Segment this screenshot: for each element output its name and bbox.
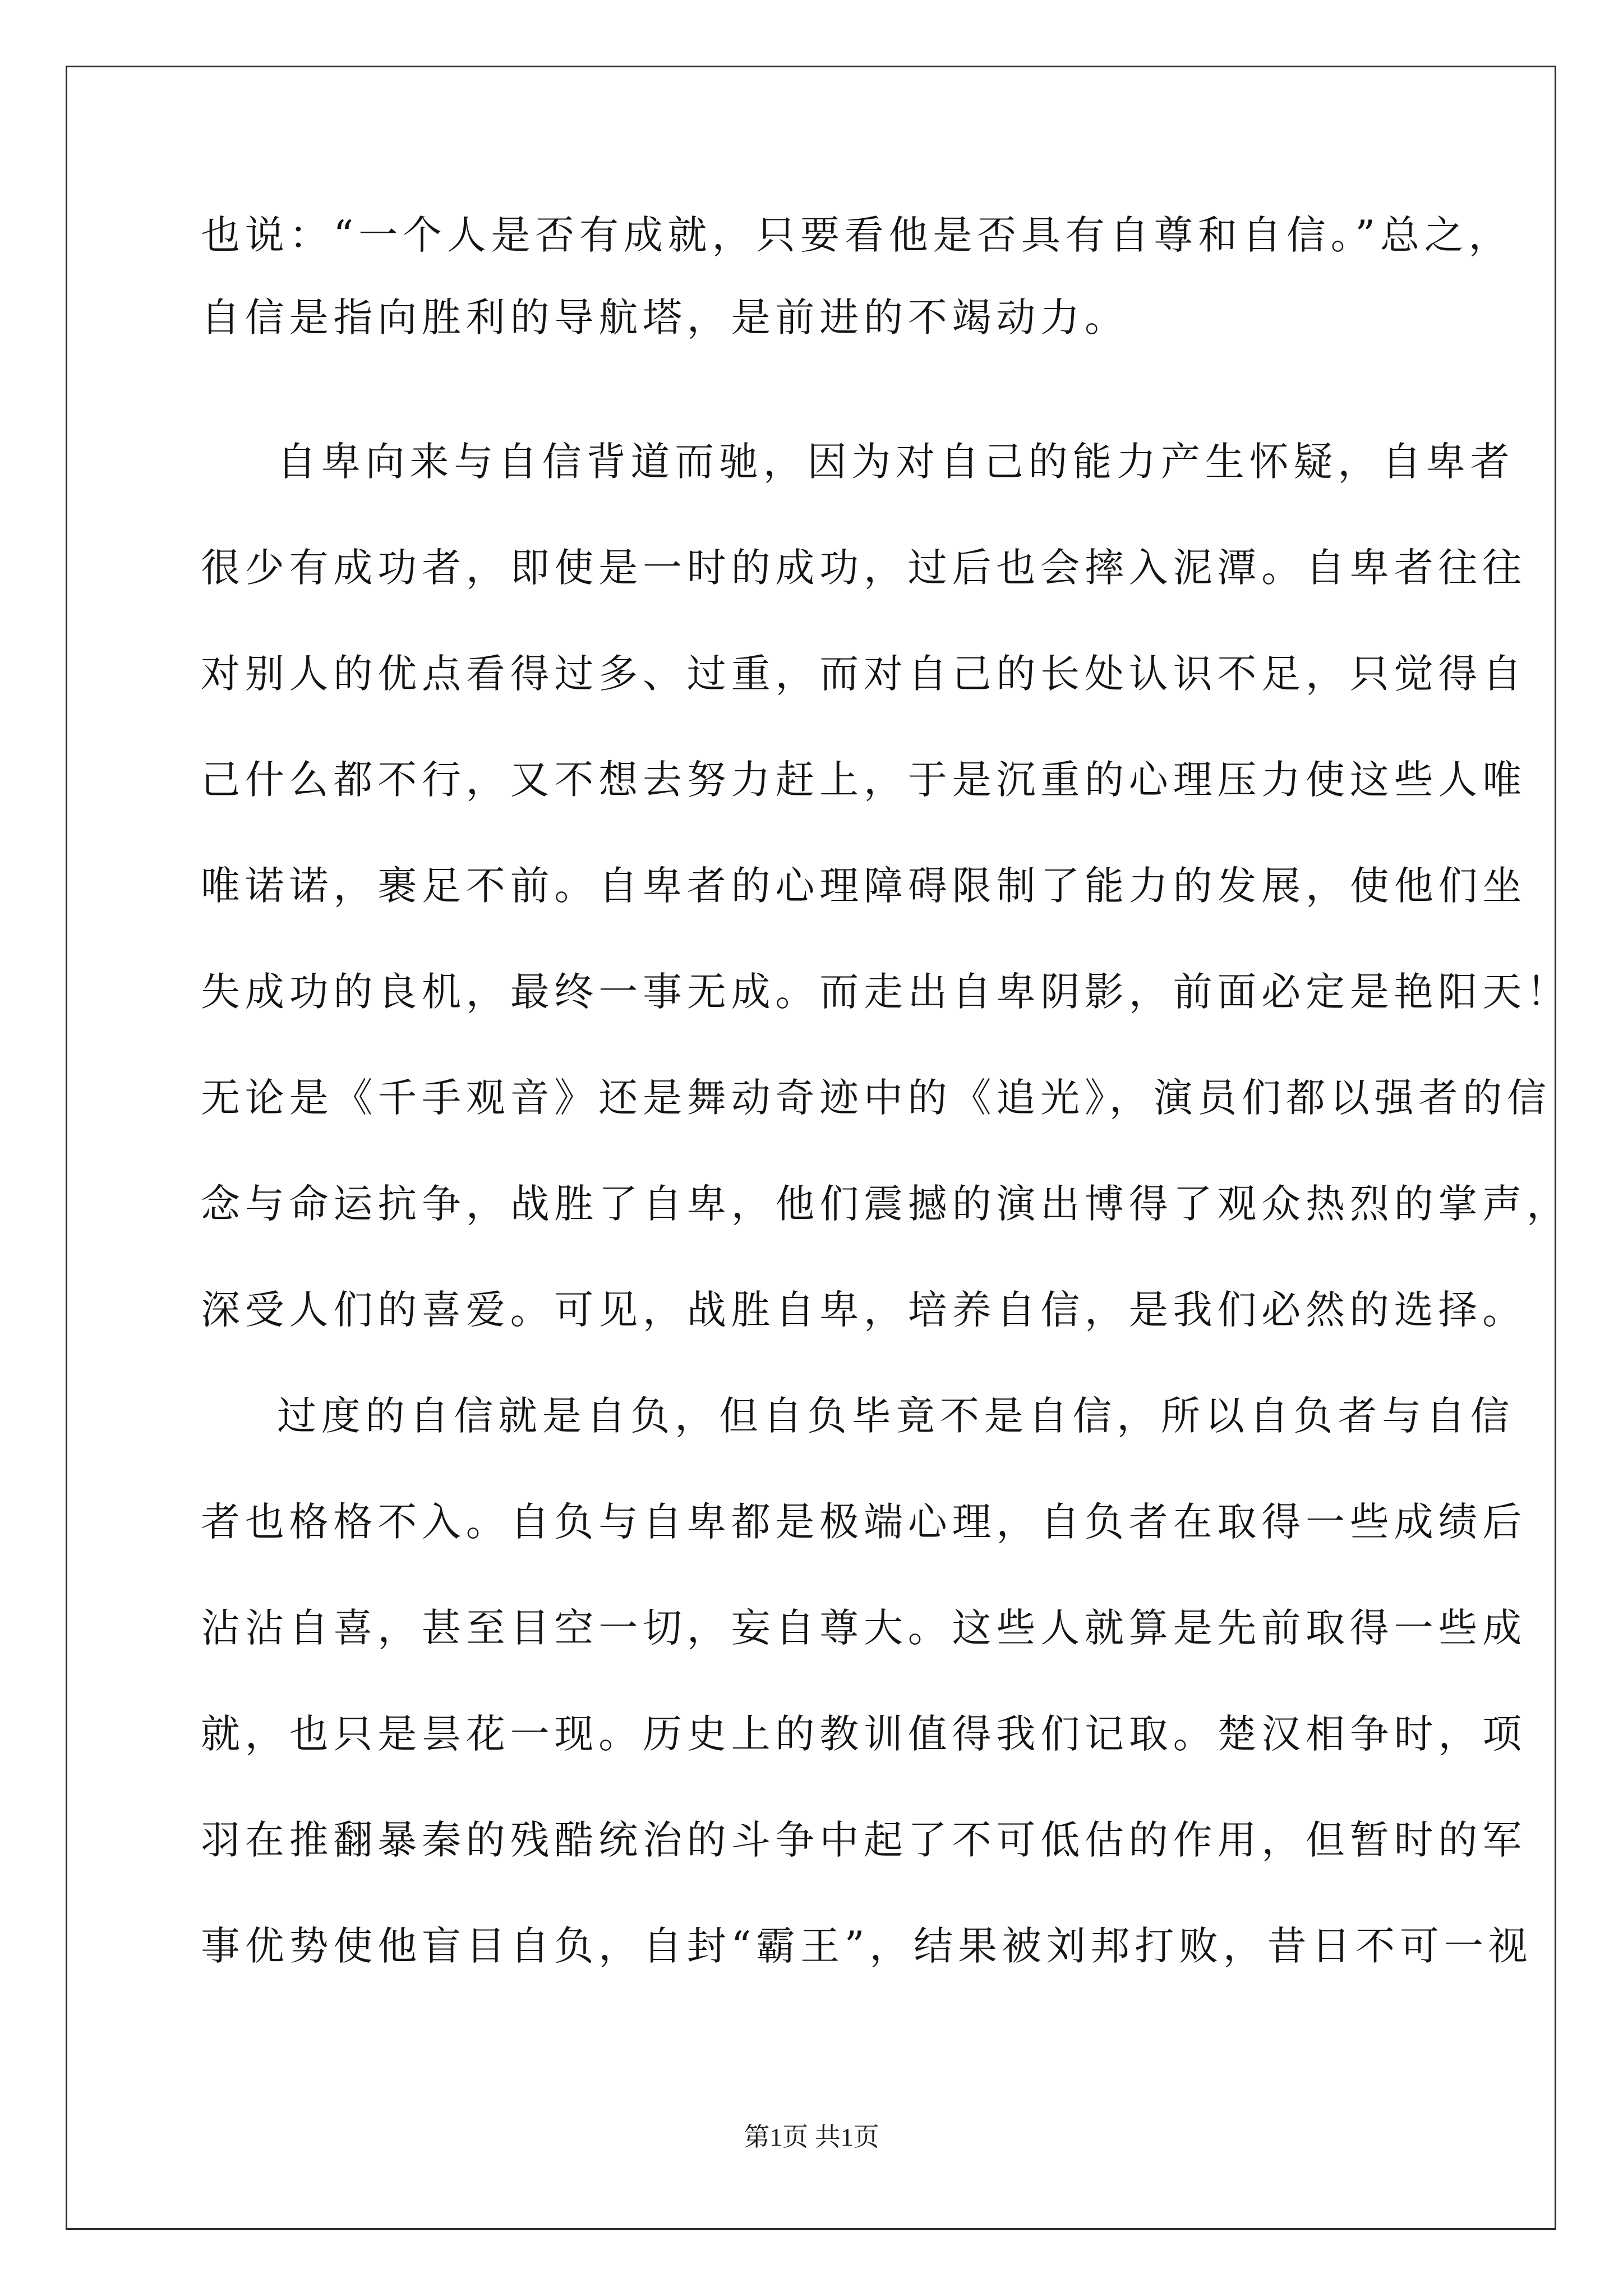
- text-line: 自信是指向胜利的导航塔，是前进的不竭动力。: [201, 295, 1129, 341]
- text-line: 对别人的优点看得过多、过重，而对自己的长处认识不足，只觉得自: [201, 651, 1527, 697]
- text-line: 也说：“一个人是否有成就，只要看他是否具有自尊和自信。”总之，: [201, 212, 1513, 258]
- page-border: [66, 66, 1556, 2230]
- paragraph-start-line: 过度的自信就是自负，但自负毕竟不是自信，所以自负者与自信: [277, 1393, 1515, 1439]
- text-line: 羽在推翻暴秦的残酷统治的斗争中起了不可低估的作用，但暂时的军: [201, 1817, 1527, 1863]
- text-line: 事优势使他盲目自负，自封“霸王”，结果被刘邦打败，昔日不可一视: [201, 1923, 1533, 1969]
- text-line: 唯诺诺，裹足不前。自卑者的心理障碍限制了能力的发展，使他们坐: [201, 863, 1527, 909]
- text-line: 沾沾自喜，甚至目空一切，妄自尊大。这些人就算是先前取得一些成: [201, 1605, 1527, 1651]
- text-line: 念与命运抗争，战胜了自卑，他们震撼的演出博得了观众热烈的掌声，: [201, 1181, 1571, 1227]
- text-line: 就，也只是昙花一现。历史上的教训值得我们记取。楚汉相争时，项: [201, 1711, 1527, 1757]
- text-line: 者也格格不入。自负与自卑都是极端心理，自负者在取得一些成绩后: [201, 1499, 1527, 1545]
- text-line: 深受人们的喜爱。可见，战胜自卑，培养自信，是我们必然的选择。: [201, 1287, 1527, 1333]
- text-line: 无论是《千手观音》还是舞动奇迹中的《追光》，演员们都以强者的信: [201, 1075, 1551, 1121]
- text-line: 很少有成功者，即使是一时的成功，过后也会摔入泥潭。自卑者往往: [201, 545, 1527, 591]
- page-number-footer: 第1页 共1页: [744, 2123, 879, 2151]
- text-line: 失成功的良机，最终一事无成。而走出自卑阴影，前面必定是艳阳天！: [201, 969, 1571, 1015]
- paragraph-start-line: 自卑向来与自信背道而驰，因为对自己的能力产生怀疑，自卑者: [277, 439, 1515, 485]
- text-line: 己什么都不行，又不想去努力赶上，于是沉重的心理压力使这些人唯: [201, 757, 1527, 803]
